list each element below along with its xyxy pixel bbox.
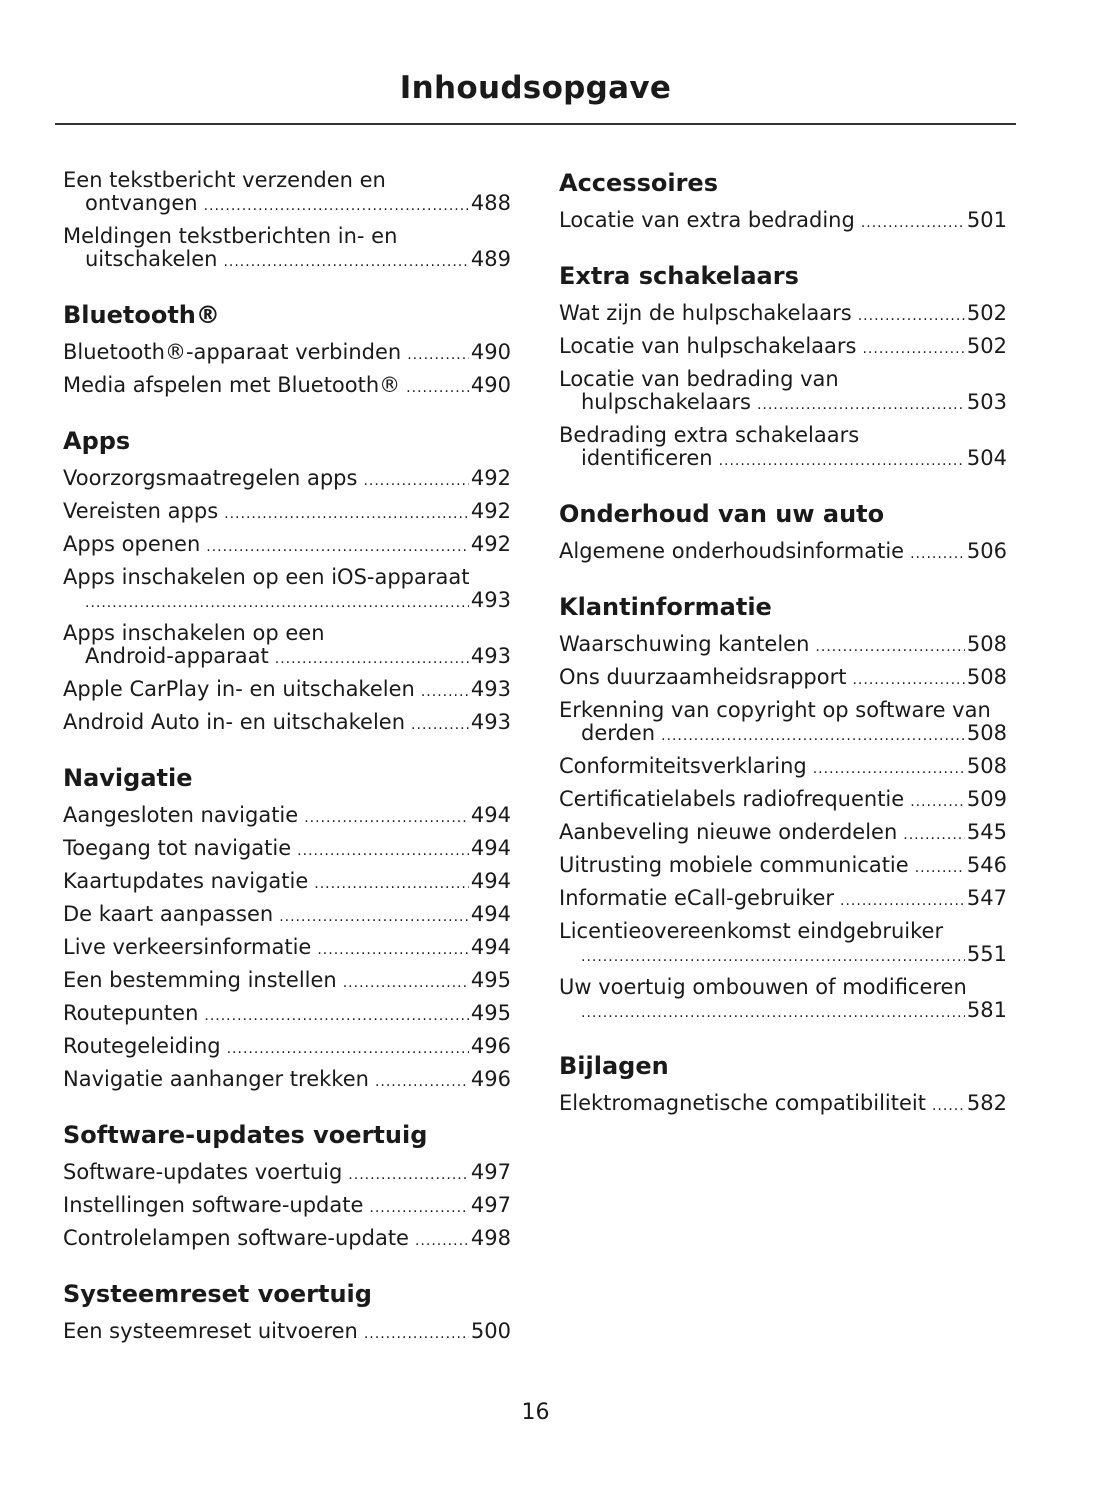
- toc-entry-line: [63, 969, 511, 995]
- toc-entry-page: 494: [470, 869, 511, 893]
- section-heading: Systeemreset voertuig: [63, 1280, 372, 1308]
- dot-leader: [719, 450, 965, 473]
- toc-entry[interactable]: [559, 851, 1007, 884]
- toc-entry-page: 494: [470, 935, 511, 959]
- toc-entry[interactable]: [63, 801, 511, 834]
- dot-leader: [815, 636, 964, 659]
- toc-entry-line: [63, 566, 511, 589]
- dot-leader: [858, 305, 965, 328]
- toc-entry-title: Ons duurzaamheidsrapport: [559, 665, 847, 689]
- toc-entry-page: 494: [470, 902, 511, 926]
- dot-leader: [204, 1005, 469, 1028]
- dot-leader: [915, 857, 965, 880]
- toc-entry-line: [63, 500, 511, 526]
- dot-leader: [852, 669, 964, 692]
- toc-entry-line: [63, 589, 511, 615]
- toc-entry-line: [559, 943, 1007, 969]
- toc-entry-page: 509: [966, 787, 1007, 811]
- toc-entry[interactable]: [63, 619, 511, 675]
- toc-entry[interactable]: [559, 537, 1007, 570]
- section-heading: Navigatie: [63, 764, 193, 792]
- toc-entry-line: [63, 225, 511, 248]
- dot-leader: [661, 725, 965, 748]
- toc-entry-line: [559, 854, 1007, 880]
- toc-entry-page: 546: [966, 853, 1007, 877]
- toc-entry-title: Apps inschakelen op een: [63, 621, 325, 645]
- toc-entry-line: [559, 920, 1007, 943]
- toc-entry-page: 503: [966, 390, 1007, 414]
- toc-entry-line: [559, 335, 1007, 361]
- toc-entry-title: Aanbeveling nieuwe onderdelen: [559, 820, 898, 844]
- dot-leader: [581, 1002, 965, 1025]
- section-heading: Onderhoud van uw auto: [559, 500, 885, 528]
- toc-entry-page: 490: [470, 373, 511, 397]
- toc-entry-line: [559, 666, 1007, 692]
- toc-entry-page: 493: [470, 710, 511, 734]
- dot-leader: [223, 251, 468, 274]
- toc-section-klantinformatie: [559, 590, 1007, 1029]
- toc-entry-line: [63, 1161, 511, 1187]
- dot-leader: [813, 758, 965, 781]
- toc-entry[interactable]: [559, 421, 1007, 477]
- toc-entry-title: hulpschakelaars: [581, 390, 751, 414]
- toc-entry-page: 582: [966, 1091, 1007, 1115]
- toc-entry[interactable]: [559, 917, 1007, 973]
- dot-leader: [862, 338, 964, 361]
- section-heading: Accessoires: [559, 169, 718, 197]
- toc-entry-line: [63, 1194, 511, 1220]
- toc-entry-page: 508: [966, 754, 1007, 778]
- toc-entry-title: Meldingen tekstberichten in- en: [63, 224, 398, 248]
- toc-entry-page: 502: [966, 334, 1007, 358]
- toc-entry-line: [63, 936, 511, 962]
- dot-leader: [343, 972, 469, 995]
- toc-entry-title: Certificatielabels radiofrequentie: [559, 787, 905, 811]
- dot-leader: [304, 807, 469, 830]
- toc-entry-page: 506: [966, 539, 1007, 563]
- toc-entry-title: Erkenning van copyright op software van: [559, 698, 991, 722]
- toc-entry-title: Locatie van bedrading van: [559, 367, 839, 391]
- toc-section-accessoires: [559, 166, 1007, 239]
- dot-leader: [364, 1323, 469, 1346]
- toc-entry[interactable]: [63, 222, 511, 278]
- toc-entry-line: [559, 755, 1007, 781]
- toc-entry[interactable]: [559, 663, 1007, 696]
- toc-entry-page: 495: [470, 968, 511, 992]
- toc-entry-line: [559, 633, 1007, 659]
- toc-entry-page: 494: [470, 836, 511, 860]
- dot-leader: [411, 714, 469, 737]
- toc-entry[interactable]: [63, 999, 511, 1032]
- dot-leader: [227, 1038, 469, 1061]
- toc-entry-title: Instellingen software-update: [63, 1193, 364, 1217]
- toc-section-onderhoud-van-uw-auto: [559, 497, 1007, 570]
- toc-entry-title: Vereisten apps: [63, 499, 219, 523]
- toc-entry-line: [559, 391, 1007, 417]
- toc-entry[interactable]: [559, 752, 1007, 785]
- toc-entry[interactable]: [559, 785, 1007, 818]
- toc-entry-page: 581: [966, 998, 1007, 1022]
- toc-entry-title: Software-updates voertuig: [63, 1160, 343, 1184]
- toc-entry-title: Apple CarPlay in- en uitschakelen: [63, 677, 415, 701]
- toc-entry[interactable]: [559, 332, 1007, 365]
- toc-entry[interactable]: [559, 299, 1007, 332]
- toc-entry-title: Een tekstbericht verzenden en: [63, 168, 386, 192]
- toc-entry[interactable]: [559, 696, 1007, 752]
- toc-entry-page: 488: [470, 191, 511, 215]
- dot-leader: [910, 791, 965, 814]
- toc-entry-line: [559, 368, 1007, 391]
- toc-entry-line: [63, 374, 511, 400]
- toc-entry-line: [63, 341, 511, 367]
- dot-leader: [903, 824, 965, 847]
- toc-section-software-updates-voertuig: [63, 1118, 511, 1257]
- section-heading: Extra schakelaars: [559, 262, 799, 290]
- section-heading: Apps: [63, 427, 131, 455]
- toc-entry-line: [559, 821, 1007, 847]
- toc-entry-line: [63, 248, 511, 274]
- toc-entry-line: [559, 447, 1007, 473]
- toc-entry-title: Locatie van extra bedrading: [559, 208, 855, 232]
- toc-entry[interactable]: [63, 1065, 511, 1098]
- toc-entry[interactable]: [63, 933, 511, 966]
- dot-leader: [840, 890, 965, 913]
- dot-leader: [224, 503, 469, 526]
- section-heading: Bijlagen: [559, 1052, 669, 1080]
- page-title: Inhoudsopgave: [399, 70, 672, 106]
- toc-section-untitled: [63, 166, 511, 278]
- dot-leader: [407, 344, 469, 367]
- toc-entry-title: Waarschuwing kantelen: [559, 632, 810, 656]
- toc-entry-page: 508: [966, 632, 1007, 656]
- dot-leader: [314, 873, 469, 896]
- toc-entry-line: [63, 804, 511, 830]
- toc-section-apps: [63, 424, 511, 741]
- toc-entry-title: Licentieovereenkomst eindgebruiker: [559, 919, 944, 943]
- toc-entry-title: Conformiteitsverklaring: [559, 754, 807, 778]
- toc-entry[interactable]: [63, 371, 511, 404]
- toc-entry[interactable]: [559, 630, 1007, 663]
- toc-entry-page: 551: [966, 942, 1007, 966]
- dot-leader: [204, 195, 469, 218]
- toc-entry-page: 493: [470, 677, 511, 701]
- toc-entry-title: Apps openen: [63, 532, 201, 556]
- dot-leader: [421, 681, 469, 704]
- toc-entry-title: Android-apparaat: [85, 644, 269, 668]
- toc-entry-title: Wat zijn de hulpschakelaars: [559, 301, 852, 325]
- toc-entry-line: [559, 209, 1007, 235]
- toc-entry[interactable]: [559, 884, 1007, 917]
- toc-entry-line: [63, 837, 511, 863]
- dot-leader: [363, 470, 468, 493]
- toc-entry[interactable]: [63, 1158, 511, 1191]
- toc-entry-page: 489: [470, 247, 511, 271]
- toc-entry-line: [63, 1068, 511, 1094]
- dot-leader: [910, 543, 965, 566]
- toc-left-column: [63, 166, 511, 1370]
- section-heading: Klantinformatie: [559, 593, 772, 621]
- toc-entry-page: 492: [470, 466, 511, 490]
- toc-entry[interactable]: [63, 530, 511, 563]
- toc-entry[interactable]: [63, 1191, 511, 1224]
- toc-entry-line: [63, 678, 511, 704]
- toc-entry[interactable]: [63, 1317, 511, 1350]
- toc-entry-page: 493: [470, 644, 511, 668]
- toc-entry[interactable]: [63, 1032, 511, 1065]
- dot-leader: [375, 1071, 469, 1094]
- toc-entry-line: [559, 302, 1007, 328]
- toc-entry[interactable]: [559, 1089, 1007, 1122]
- toc-entry-line: [63, 903, 511, 929]
- toc-entry-title: Kaartupdates navigatie: [63, 869, 309, 893]
- toc-entry-line: [63, 622, 511, 645]
- toc-entry-title: uitschakelen: [85, 247, 218, 271]
- toc-entry-title: Toegang tot navigatie: [63, 836, 292, 860]
- toc-entry-line: [559, 699, 1007, 722]
- dot-leader: [415, 1230, 469, 1253]
- toc-entry-line: [63, 870, 511, 896]
- toc-section-systeemreset-voertuig: [63, 1277, 511, 1350]
- toc-entry-line: [559, 722, 1007, 748]
- toc-entry-title: Uitrusting mobiele communicatie: [559, 853, 909, 877]
- toc-entry-line: [559, 1092, 1007, 1118]
- toc-entry-page: 493: [470, 588, 511, 612]
- dot-leader: [317, 939, 469, 962]
- toc-entry-page: 497: [470, 1160, 511, 1184]
- toc-entry[interactable]: [63, 497, 511, 530]
- section-heading: Bluetooth®: [63, 301, 220, 329]
- dot-leader: [348, 1164, 469, 1187]
- toc-entry-page: 502: [966, 301, 1007, 325]
- toc-entry-line: [559, 999, 1007, 1025]
- toc-entry-title: Android Auto in- en uitschakelen: [63, 710, 406, 734]
- toc-entry-title: Media afspelen met Bluetooth®: [63, 373, 401, 397]
- toc-entry[interactable]: [63, 834, 511, 867]
- toc-entry-page: 492: [470, 499, 511, 523]
- dot-leader: [85, 592, 469, 615]
- dot-leader: [757, 394, 965, 417]
- dot-leader: [406, 377, 469, 400]
- toc-section-navigatie: [63, 761, 511, 1098]
- toc-section-bijlagen: [559, 1049, 1007, 1122]
- toc-entry-line: [63, 1227, 511, 1253]
- toc-entry[interactable]: [63, 1224, 511, 1257]
- toc-entry-title: Controlelampen software-update: [63, 1226, 409, 1250]
- toc-entry-title: derden: [581, 721, 656, 745]
- page-number: 16: [521, 1400, 550, 1425]
- toc-entry[interactable]: [63, 338, 511, 371]
- toc-entry-title: Bluetooth®-apparaat verbinden: [63, 340, 402, 364]
- toc-right-column: [559, 166, 1007, 1142]
- toc-entry-page: 508: [966, 665, 1007, 689]
- toc-entry[interactable]: [63, 900, 511, 933]
- toc-entry-line: [63, 711, 511, 737]
- toc-entry-page: 504: [966, 446, 1007, 470]
- toc-entry-page: 545: [966, 820, 1007, 844]
- dot-leader: [279, 906, 469, 929]
- toc-entry[interactable]: [63, 675, 511, 708]
- section-heading: Software-updates voertuig: [63, 1121, 428, 1149]
- toc-entry-page: 490: [470, 340, 511, 364]
- toc-entry-title: ontvangen: [85, 191, 198, 215]
- dot-leader: [861, 212, 965, 235]
- toc-entry-line: [559, 976, 1007, 999]
- toc-entry-line: [63, 533, 511, 559]
- toc-entry-page: 494: [470, 803, 511, 827]
- toc-entry[interactable]: [63, 464, 511, 497]
- toc-entry-line: [559, 540, 1007, 566]
- toc-entry-title: Bedrading extra schakelaars: [559, 423, 860, 447]
- toc-entry-page: 496: [470, 1034, 511, 1058]
- toc-entry[interactable]: [559, 973, 1007, 1029]
- toc-entry-line: [63, 1035, 511, 1061]
- dot-leader: [206, 536, 469, 559]
- dot-leader: [581, 946, 965, 969]
- toc-entry-title: De kaart aanpassen: [63, 902, 274, 926]
- toc-entry-title: Uw voertuig ombouwen of modificeren: [559, 975, 967, 999]
- toc-section-extra-schakelaars: [559, 259, 1007, 477]
- toc-entry-line: [63, 467, 511, 493]
- toc-entry-title: Elektromagnetische compatibiliteit: [559, 1091, 926, 1115]
- dot-leader: [932, 1095, 965, 1118]
- toc-entry-page: 497: [470, 1193, 511, 1217]
- toc-entry-title: Routepunten: [63, 1001, 199, 1025]
- toc-entry[interactable]: [63, 563, 511, 619]
- toc-entry-line: [559, 887, 1007, 913]
- toc-entry-page: 495: [470, 1001, 511, 1025]
- toc-entry-title: identificeren: [581, 446, 713, 470]
- toc-entry-title: Aangesloten navigatie: [63, 803, 299, 827]
- toc-entry-title: Routegeleiding: [63, 1034, 221, 1058]
- toc-entry-title: Navigatie aanhanger trekken: [63, 1067, 369, 1091]
- toc-entry[interactable]: [559, 818, 1007, 851]
- toc-entry-page: 547: [966, 886, 1007, 910]
- toc-entry[interactable]: [559, 365, 1007, 421]
- toc-entry-title: Voorzorgsmaatregelen apps: [63, 466, 358, 490]
- toc-entry-line: [63, 1320, 511, 1346]
- toc-entry-line: [559, 424, 1007, 447]
- toc-entry[interactable]: [559, 206, 1007, 239]
- toc-entry-page: 508: [966, 721, 1007, 745]
- toc-entry-line: [63, 1002, 511, 1028]
- dot-leader: [369, 1197, 469, 1220]
- toc-entry-page: 500: [470, 1319, 511, 1343]
- title-divider: [55, 123, 1016, 125]
- toc-entry[interactable]: [63, 708, 511, 741]
- toc-entry[interactable]: [63, 867, 511, 900]
- toc-entry-line: [63, 645, 511, 671]
- toc-entry-title: Een systeemreset uitvoeren: [63, 1319, 358, 1343]
- toc-entry-title: Live verkeersinformatie: [63, 935, 312, 959]
- toc-entry[interactable]: [63, 166, 511, 222]
- toc-entry-page: 492: [470, 532, 511, 556]
- dot-leader: [297, 840, 469, 863]
- toc-entry-page: 498: [470, 1226, 511, 1250]
- toc-section-bluetooth: [63, 298, 511, 404]
- toc-entry[interactable]: [63, 966, 511, 999]
- toc-entry-title: Een bestemming instellen: [63, 968, 337, 992]
- dot-leader: [275, 648, 469, 671]
- toc-entry-line: [63, 169, 511, 192]
- toc-entry-title: Locatie van hulpschakelaars: [559, 334, 857, 358]
- toc-entry-line: [559, 788, 1007, 814]
- toc-entry-title: Apps inschakelen op een iOS-apparaat: [63, 565, 470, 589]
- toc-entry-line: [63, 192, 511, 218]
- toc-entry-page: 501: [966, 208, 1007, 232]
- toc-entry-title: Informatie eCall-gebruiker: [559, 886, 835, 910]
- toc-entry-title: Algemene onderhoudsinformatie: [559, 539, 905, 563]
- toc-entry-page: 496: [470, 1067, 511, 1091]
